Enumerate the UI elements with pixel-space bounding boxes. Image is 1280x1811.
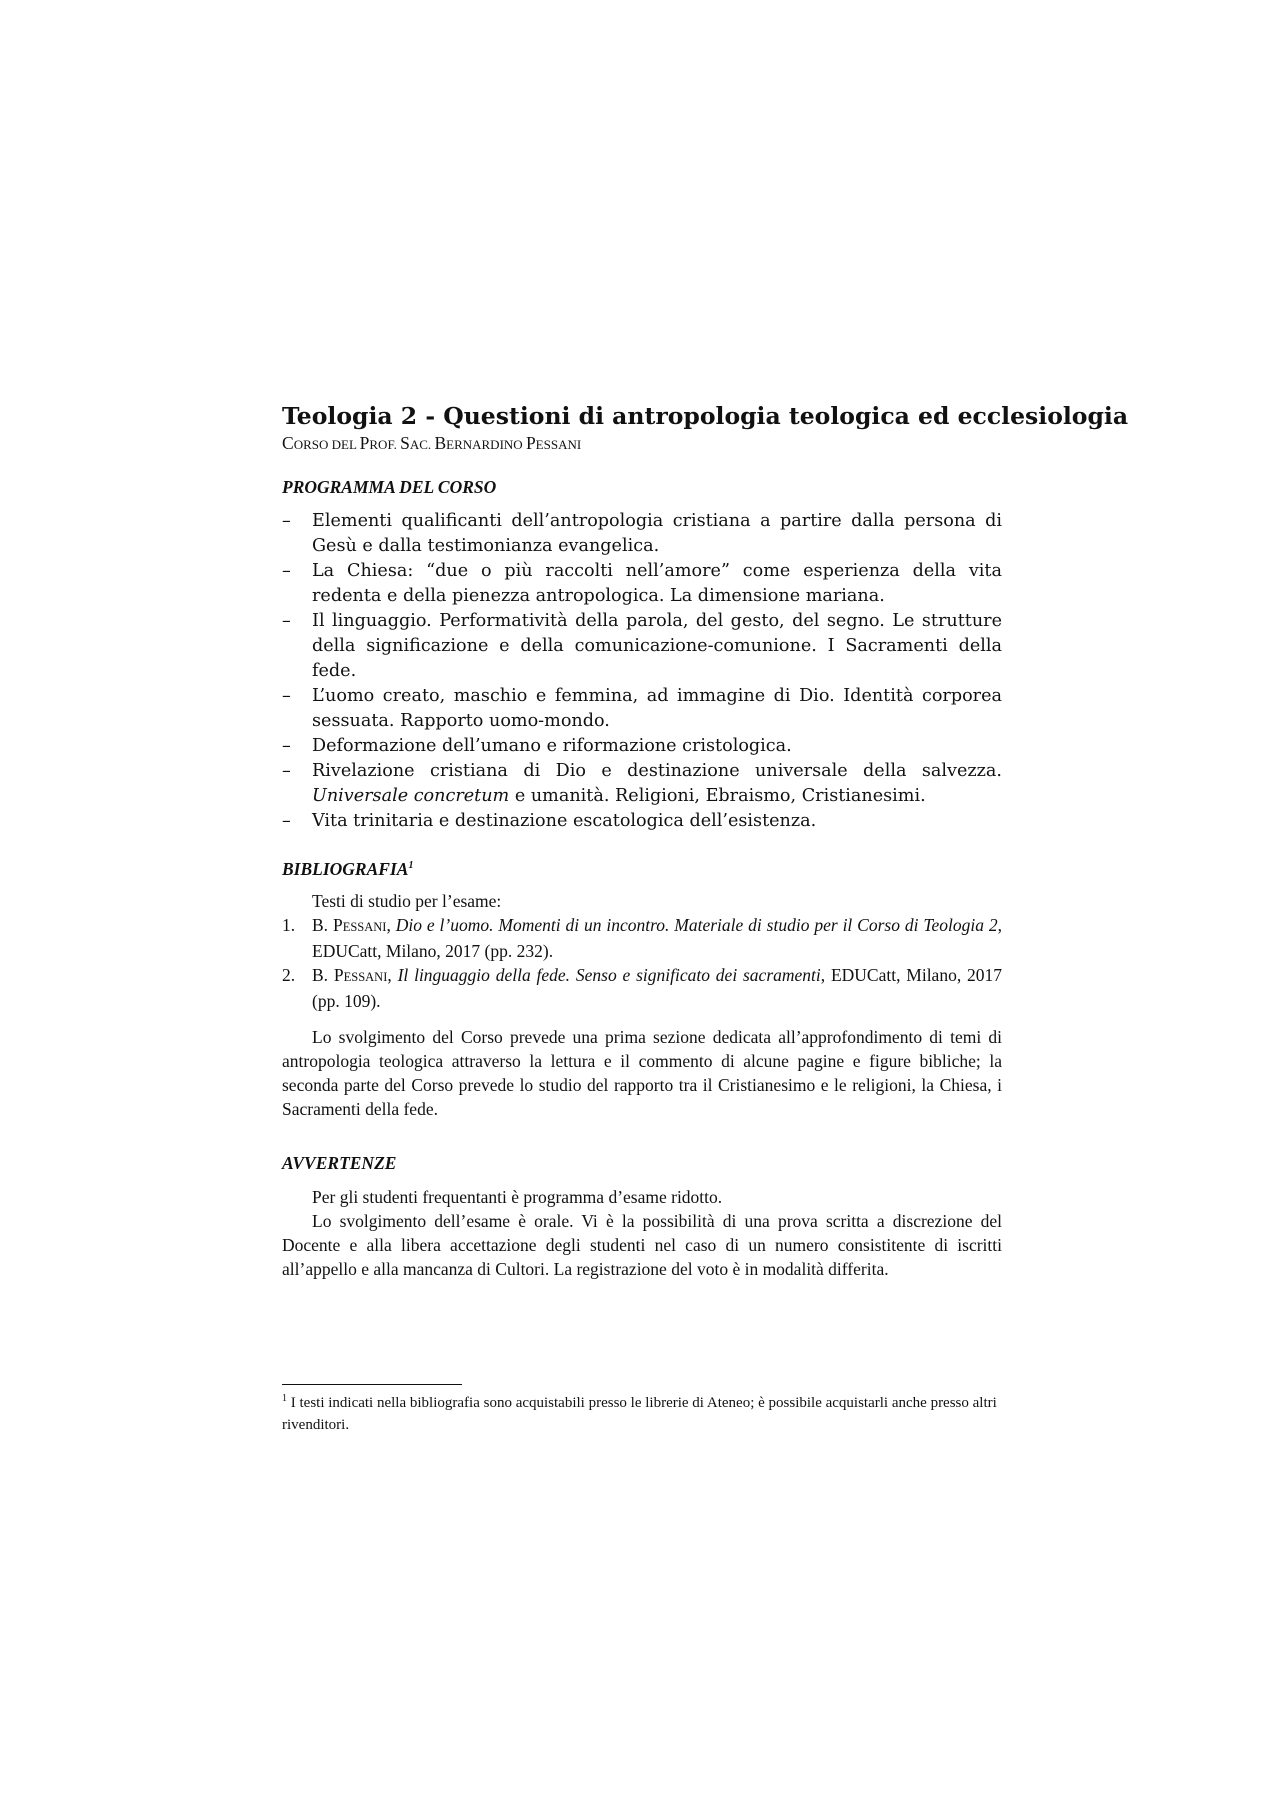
footnote-text: I testi indicati nella bibliografia sono acquistabili presso le librerie di Ateneo; è possibile acquistarli anche presso altri rivenditori. <box>282 1395 997 1433</box>
bullet-dash: – <box>282 736 291 756</box>
author-sc-3: AC. <box>409 437 435 452</box>
list-item-text: Rivelazione cristiana di Dio e destinazione universale della salvezza. <box>312 761 1002 781</box>
author-cap-s: S <box>400 433 410 453</box>
list-item-text: Deformazione dell’umano e riformazione cristologica. <box>312 736 792 756</box>
book-title: Il linguaggio della fede. Senso e significato dei sacramenti <box>397 965 821 985</box>
list-item <box>282 559 1002 609</box>
programma-heading: PROGRAMMA DEL CORSO <box>282 477 497 497</box>
book-title: Dio e l’uomo. Momenti di un incontro. Materiale di studio per il Corso di Teologia 2 <box>395 915 998 935</box>
author-sc-2: ROF. <box>369 437 401 452</box>
list-item <box>282 734 1002 759</box>
avvertenze-paragraph: Per gli studenti frequentanti è programma d’esame ridotto. <box>312 1187 723 1207</box>
separator: , <box>386 915 396 935</box>
author-sc-1: ORSO DEL <box>293 437 360 452</box>
course-description: Lo svolgimento del Corso prevede una prima sezione dedicata all’approfondimento di temi di antropologia teologica attraverso la lettura e il commento di alcune pagine e figure bibliche; la seconda parte del Corso prevede lo studio del rapporto tra il Cristianesimo e le religioni, la Chiesa, i Sacramenti della fede. <box>282 1027 1002 1119</box>
author-cap-b: B <box>434 433 447 453</box>
italic-term: Universale concretum <box>312 786 510 806</box>
bibliografia-block <box>282 889 1002 1121</box>
bullet-dash: – <box>282 686 291 706</box>
author-cap-c: C <box>282 433 294 453</box>
bibliografia-intro: Testi di studio per l’esame: <box>312 891 502 911</box>
course-author <box>282 432 1002 456</box>
item-number: 1. <box>282 915 296 935</box>
list-item-text: Vita trinitaria e destinazione escatologica dell’esistenza. <box>312 811 817 831</box>
separator: , <box>387 965 398 985</box>
book-details: , EDUCatt, Milano, 2017 (pp. 109). <box>312 965 1003 1011</box>
author-initial: B. <box>312 965 334 985</box>
list-item-text: Il linguaggio. Performatività della parola, del gesto, del segno. Le strutture della significazione e della comunicazione-comunione. I Sacramenti della fede. <box>312 611 1002 681</box>
programma-list <box>282 509 1002 834</box>
bibliografia-heading <box>282 857 1002 881</box>
list-item <box>282 684 1002 734</box>
author-cap-p: P <box>359 433 370 453</box>
footnote-mark: 1 <box>282 1393 287 1404</box>
list-item <box>282 913 1002 963</box>
list-item-text: Elementi qualificanti dell’antropologia cristiana a partire dalla persona di Gesù e dalla testimonianza evangelica. <box>312 511 1002 556</box>
footnote-reference: 1 <box>408 860 414 872</box>
bullet-dash: – <box>282 561 291 581</box>
avvertenze-block <box>282 1185 1002 1281</box>
avvertenze-heading: AVVERTENZE <box>282 1153 397 1173</box>
bibliografia-list <box>282 913 1002 1013</box>
bullet-dash: – <box>282 811 291 831</box>
list-item-text: L’uomo creato, maschio e femmina, ad immagine di Dio. Identità corporea sessuata. Rapporto uomo-mondo. <box>312 686 1002 731</box>
author-cap-p2: P <box>525 433 536 453</box>
footnote <box>282 1392 1002 1436</box>
author-surname-rest: ESSANI <box>342 920 387 934</box>
author-surname-cap: P <box>332 915 343 935</box>
list-item-text: La Chiesa: “due o più raccolti nell’amore” come esperienza della vita redenta e della pienezza antropologica. La dimensione mariana. <box>312 561 1002 606</box>
course-title: Teologia 2 - Questioni di antropologia teologica ed ecclesiologia <box>282 402 1129 430</box>
course-content <box>282 400 1129 1281</box>
bullet-dash: – <box>282 511 291 531</box>
book-details: , EDUCatt, Milano, 2017 (pp. 232). <box>312 915 1002 961</box>
list-item <box>282 809 1002 834</box>
list-item <box>282 759 1002 809</box>
list-item <box>282 609 1002 684</box>
list-item-text-cont: e umanità. Religioni, Ebraismo, Cristianesimi. <box>509 786 926 806</box>
footnote-divider <box>282 1384 462 1385</box>
avvertenze-paragraph: Lo svolgimento dell’esame è orale. Vi è la possibilità di una prova scritta a discrezione del Docente e alla libera accettazione degli studenti nel caso di un numero consistitente di iscritti all’appello e alla mancanza di Cultori. La registrazione del voto è in modalità differita. <box>282 1211 1002 1279</box>
author-surname-rest: ESSANI <box>343 970 388 984</box>
author-sc-5: ESSANI <box>535 437 582 452</box>
author-sc-4: ERNARDINO <box>446 437 526 452</box>
bullet-dash: – <box>282 761 291 781</box>
list-item <box>282 509 1002 559</box>
list-item <box>282 963 1002 1013</box>
item-number: 2. <box>282 965 296 985</box>
bullet-dash: – <box>282 611 291 631</box>
bibliografia-heading-text: BIBLIOGRAFIA <box>282 859 409 879</box>
author-initial: B. <box>312 915 333 935</box>
author-surname-cap: P <box>333 965 344 985</box>
